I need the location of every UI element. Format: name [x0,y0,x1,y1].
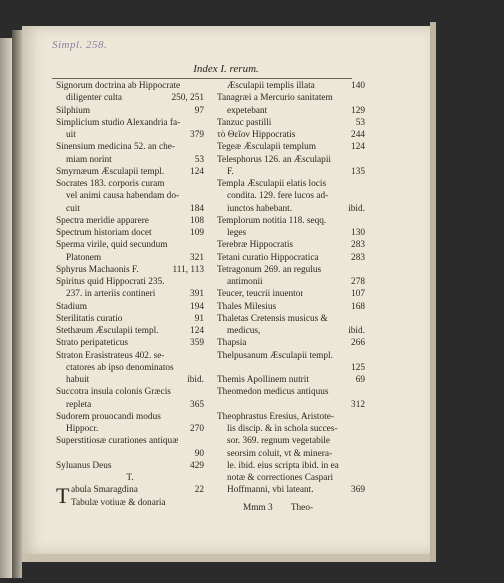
index-entry [217,337,365,349]
index-entry [217,252,365,264]
entry-page-ref [361,215,365,227]
entry-page-ref: ibid. [187,375,204,385]
index-entry [56,448,204,460]
index-entry [217,178,365,190]
entry-page-ref: 184 [190,203,204,214]
entry-page-ref: 135 [351,166,365,177]
entry-page-ref [361,154,365,166]
index-entry [217,313,365,325]
entry-text: Platonem [66,252,102,263]
entry-text: Theophrastus Eresius, Aristote- [217,411,334,422]
entry-text: le. ibid. eius scripta ibid. in ea [227,460,339,471]
entry-text: Telesphorus 126. an Æsculapii [217,154,331,165]
entry-page-ref [361,435,365,447]
entry-text: expetebant [227,105,268,116]
entry-page-ref: 250, 251 [171,93,204,104]
entry-page-ref: 194 [190,301,204,312]
entry-text: Stethæum Æsculapii templ. [56,326,159,336]
index-entry [217,203,365,215]
index-entry [217,350,365,362]
index-entry [56,215,204,227]
catchword: Theo- [290,503,314,513]
entry-page-ref: 111, 113 [172,264,204,275]
entry-text: cuit [66,203,80,214]
index-entry [71,497,204,509]
entry-text: Themis Apollinem nutrit [217,375,309,385]
entry-page-ref: 270 [190,424,204,434]
entry-text: ctatores ab ipso denominatos [66,362,174,373]
entry-page-ref: 129 [351,105,365,116]
entry-page-ref [361,423,365,435]
entry-text: Socrates 183. corporis curam [56,179,165,189]
book-page [22,26,430,554]
entry-text: Thaletas Cretensis musicus & [217,313,328,324]
entry-text: condita. 129. fere lucos ad- [227,191,329,202]
entry-page-ref [200,362,204,374]
entry-page-ref [200,239,204,251]
entry-text: Thapsia [217,338,247,349]
entry-text: Tanzuc pastilli [217,117,272,128]
entry-text: miam norint [66,154,112,165]
index-entry [56,288,204,300]
entry-page-ref: 53 [355,117,365,128]
entry-page-ref [361,386,365,398]
index-entry [217,92,365,104]
entry-page-ref: 107 [351,289,365,300]
index-entry [56,350,204,362]
index-entry [217,374,365,386]
index-entry [217,288,365,300]
entry-text: Hoffmanni, vbi lateant. [227,485,314,496]
index-entry [56,190,204,202]
entry-page-ref: 391 [190,289,204,300]
entry-page-ref: 168 [351,301,365,312]
entry-text: Sperma virile, quid secundum [56,240,168,251]
index-entry [217,141,365,153]
index-entry [56,374,204,386]
entry-text: notæ & correctiones Caspari [227,473,334,483]
entry-page-ref: 379 [190,130,204,140]
index-entry [56,178,204,190]
entry-text: Theomedon medicus antiquus [217,387,329,398]
entry-text: Spectra meridie apparere [56,215,149,226]
entry-text: Tanagræi a Mercurio sanitatem [217,93,333,104]
entry-text: iunctos habebant. [227,203,293,214]
entry-text: Signorum doctrina ab Hippocrate [56,81,181,91]
index-entry [217,362,365,374]
index-entry [56,154,204,166]
entry-page-ref: 97 [194,105,204,116]
entry-text: habuit [66,375,90,385]
entry-page-ref [200,80,204,92]
entry-page-ref: 109 [190,228,204,238]
index-entry [56,92,204,104]
entry-page-ref: 124 [351,142,365,153]
index-entry [217,325,365,337]
page-bottom-shadow [22,554,432,562]
index-entry [217,80,365,92]
entry-page-ref [361,472,365,484]
index-entry [56,141,204,153]
entry-page-ref: 365 [190,399,204,410]
entry-text: Tegeæ Æsculapii templum [217,142,317,153]
index-entry [217,448,365,460]
entry-page-ref [200,497,204,509]
entry-text: medicus, [227,326,261,336]
index-entry [56,117,204,129]
index-entry [56,325,204,337]
index-entry [217,190,365,202]
header-rule [52,78,352,79]
entry-page-ref: 359 [190,338,204,349]
index-entry [217,460,365,472]
entry-text: F. [227,166,234,177]
index-entry [217,435,365,447]
entry-text: Thales Milesius [217,301,277,312]
index-entry [217,484,365,496]
entry-page-ref: 90 [194,448,204,459]
entry-text: Thelpusanum Æsculapii templ. [217,350,333,361]
entry-text: sor. 369. regnum vegetabile [227,436,331,447]
entry-page-ref [200,141,204,153]
entry-text: Spectrum historiam docet [56,228,152,238]
index-entry [56,386,204,398]
entry-page-ref: 108 [190,215,204,226]
index-entry [56,166,204,178]
index-entry [56,227,204,239]
index-entry [217,166,365,178]
index-entry [217,423,365,435]
index-entry [217,239,365,251]
entry-text: antimonii [227,277,263,287]
entry-page-ref [361,313,365,325]
entry-page-ref [361,178,365,190]
index-entry [56,411,204,423]
entry-text: Syluanus Deus [56,460,112,471]
entry-text: Teucer, teucrii inuentor [217,289,304,300]
index-entry [217,472,365,484]
entry-page-ref [361,411,365,423]
entry-page-ref: 244 [351,130,365,140]
entry-text: Æsculapii templis illata [227,81,315,91]
entry-page-ref: 91 [194,313,204,324]
index-entry [56,435,204,447]
dropcap-block [56,484,204,509]
entry-text: uit [66,130,76,140]
entry-page-ref [200,117,204,129]
entry-page-ref [200,190,204,202]
entry-page-ref: ibid. [348,326,365,336]
index-entry [56,460,204,472]
index-entry [217,215,365,227]
entry-page-ref [361,350,365,362]
dropcap-letter: T [56,483,70,509]
page-right-edge [430,22,436,562]
entry-text: lis discip. & in schola succes- [227,424,338,434]
entry-text: Superstitiosæ curationes antiquæ [56,436,179,447]
entry-page-ref: 369 [351,485,365,496]
left-index-column [56,80,204,509]
entry-text: abula Smaragdina [71,485,138,496]
entry-page-ref [200,178,204,190]
entry-text: Tetani curatio Hippocratica [217,252,319,263]
entry-text: Templa Æsculapii elatis locis [217,179,327,189]
running-head: Index I. rerum. [193,63,259,75]
entry-page-ref: ibid. [348,203,365,214]
index-entry [217,264,365,276]
page-footer [243,503,329,513]
entry-text: Simplicium studio Alexandria fa- [56,117,181,128]
entry-text: Sinensium medicina 52. an che- [56,142,176,153]
index-entry [56,337,204,349]
entry-text: Smyrnæum Æsculapii templ. [56,166,165,177]
entry-page-ref [361,448,365,460]
entry-text: Terebræ Hippocratis [217,240,294,251]
entry-page-ref: 140 [351,81,365,91]
index-entry [56,80,204,92]
entry-text: Silphium [56,105,91,116]
letter-section-heading: T. [126,473,134,483]
dropcap-lines [71,484,204,509]
entry-text: Succotra insula colonis Græcis [56,387,171,398]
index-entry [56,129,204,141]
entry-text: τὸ Θεῖον Hippocratis [217,130,296,140]
index-entry [56,301,204,313]
index-entry [56,399,204,411]
entry-page-ref [200,386,204,398]
entry-page-ref: 283 [351,240,365,251]
entry-page-ref [200,350,204,362]
book-gutter [12,30,22,578]
entry-page-ref: 53 [194,154,204,165]
entry-page-ref: 69 [355,375,365,385]
entry-page-ref: 266 [351,338,365,349]
entry-page-ref: 22 [194,485,204,496]
entry-page-ref [361,460,365,472]
entry-text: Hippocr. [66,424,99,434]
entry-page-ref: 321 [190,252,204,263]
entry-page-ref [200,435,204,447]
entry-page-ref: 124 [190,166,204,177]
index-entry [217,129,365,141]
index-entry [56,276,204,288]
index-entry [217,154,365,166]
entry-text: Strato peripateticus [56,338,129,349]
entry-text: vel animi causa habendam do- [66,191,180,202]
index-entry [217,301,365,313]
entry-page-ref: 125 [351,362,365,373]
index-entry [217,117,365,129]
entry-text: diligenter culta [66,93,123,104]
entry-text: Stadium [56,301,87,312]
entry-text: Templorum notitia 118. seqq. [217,215,327,226]
entry-text: Sudorem prouocandi modus [56,411,161,422]
entry-page-ref [361,92,365,104]
index-entry [56,252,204,264]
entry-text: 237. in arteriis contineri [66,289,156,300]
index-entry [56,423,204,435]
index-entry [217,276,365,288]
entry-text: Tabulæ votiuæ & donaria [71,497,166,508]
index-entry [217,105,365,117]
entry-text: Spiritus quid Hippocrati 235. [56,277,165,287]
index-entry [217,227,365,239]
entry-page-ref: 130 [351,228,365,238]
index-entry [217,411,365,423]
entry-page-ref: 283 [351,252,365,263]
entry-page-ref: 312 [351,399,365,410]
entry-text: leges [227,228,247,238]
entry-page-ref [200,411,204,423]
index-entry [56,264,204,276]
index-entry [56,239,204,251]
signature-mark: Mmm 3 [243,503,273,513]
index-entry [56,313,204,325]
index-entry [56,105,204,117]
entry-text: repleta [66,399,92,410]
entry-page-ref [361,264,365,276]
index-entry [71,484,204,496]
entry-text: Sphyrus Machaonis F. [56,264,139,275]
index-entry [217,399,365,411]
entry-page-ref: 278 [351,277,365,287]
index-entry [56,362,204,374]
right-index-column [217,80,365,497]
entry-text: seorsim coluit, vt & minera- [227,448,333,459]
entry-page-ref [200,276,204,288]
previous-page-edge [0,38,12,578]
entry-page-ref: 429 [190,460,204,471]
entry-text: Straton Erasistrateus 402. se- [56,350,165,361]
entry-page-ref [361,190,365,202]
entry-text: Sterilitatis curatio [56,313,123,324]
entry-page-ref: 124 [190,326,204,336]
index-entry [56,203,204,215]
entry-text: Tetragonum 269. an regulus [217,264,322,275]
handwritten-note: Simpl. 258. [52,39,108,51]
index-entry [217,386,365,398]
